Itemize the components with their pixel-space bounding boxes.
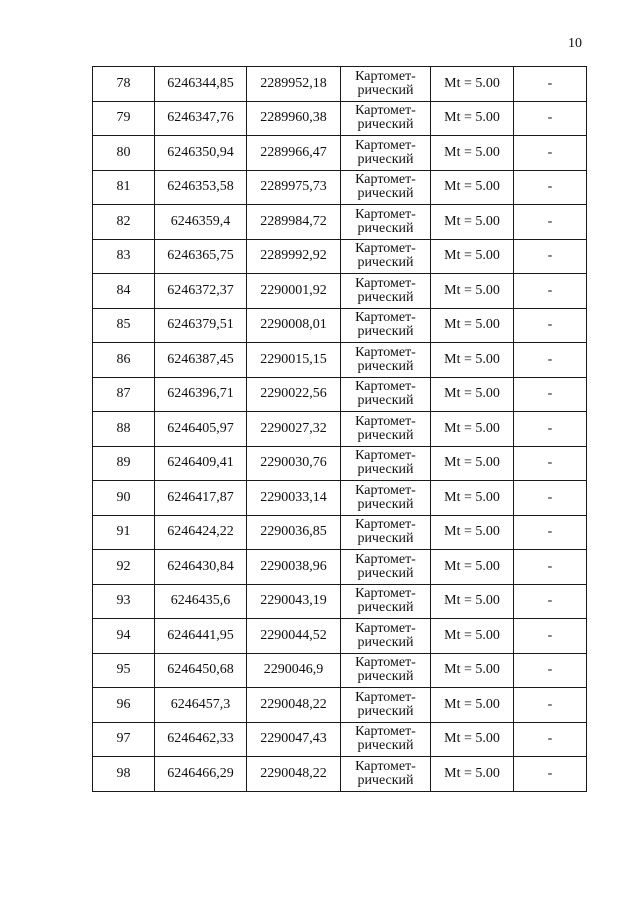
accuracy-cell: Mt = 5.00	[431, 343, 514, 378]
method-line-1: Картомет-	[355, 68, 416, 84]
x-coordinate-cell: 6246350,94	[155, 136, 247, 171]
accuracy-cell: Mt = 5.00	[431, 688, 514, 723]
point-number-cell: 94	[93, 619, 155, 654]
method-line-2: рический	[357, 600, 414, 616]
method-cell	[341, 550, 431, 585]
x-coordinate-cell: 6246409,41	[155, 446, 247, 481]
point-number-cell: 95	[93, 653, 155, 688]
method-line-1: Картомет-	[355, 344, 416, 360]
coordinates-table-body	[93, 67, 587, 792]
point-number-cell: 87	[93, 377, 155, 412]
method-cell	[341, 619, 431, 654]
method-cell	[341, 446, 431, 481]
method-line-2: рический	[357, 634, 414, 650]
table-row	[93, 343, 587, 378]
note-cell: -	[514, 688, 587, 723]
method-line-1: Картомет-	[355, 275, 416, 291]
accuracy-cell: Mt = 5.00	[431, 412, 514, 447]
note-cell: -	[514, 584, 587, 619]
method-cell	[341, 584, 431, 619]
table-row	[93, 239, 587, 274]
method-cell	[341, 722, 431, 757]
method-line-2: рический	[357, 151, 414, 167]
table-row	[93, 515, 587, 550]
accuracy-cell: Mt = 5.00	[431, 377, 514, 412]
note-cell: -	[514, 515, 587, 550]
point-number-cell: 92	[93, 550, 155, 585]
note-cell: -	[514, 653, 587, 688]
method-line-1: Картомет-	[355, 724, 416, 740]
y-coordinate-cell: 2289952,18	[247, 67, 341, 102]
method-cell	[341, 274, 431, 309]
method-line-1: Картомет-	[355, 413, 416, 429]
y-coordinate-cell: 2290027,32	[247, 412, 341, 447]
method-line-2: рический	[357, 703, 414, 719]
y-coordinate-cell: 2289984,72	[247, 205, 341, 240]
method-cell	[341, 308, 431, 343]
note-cell: -	[514, 343, 587, 378]
y-coordinate-cell: 2290046,9	[247, 653, 341, 688]
y-coordinate-cell: 2290038,96	[247, 550, 341, 585]
table-row	[93, 653, 587, 688]
y-coordinate-cell: 2290022,56	[247, 377, 341, 412]
method-cell	[341, 205, 431, 240]
accuracy-cell: Mt = 5.00	[431, 653, 514, 688]
method-line-2: рический	[357, 772, 414, 788]
method-line-2: рический	[357, 531, 414, 547]
x-coordinate-cell: 6246379,51	[155, 308, 247, 343]
method-line-1: Картомет-	[355, 551, 416, 567]
y-coordinate-cell: 2290033,14	[247, 481, 341, 516]
note-cell: -	[514, 550, 587, 585]
method-line-1: Картомет-	[355, 241, 416, 257]
point-number-cell: 78	[93, 67, 155, 102]
point-number-cell: 86	[93, 343, 155, 378]
method-cell	[341, 757, 431, 792]
y-coordinate-cell: 2290048,22	[247, 688, 341, 723]
method-line-2: рический	[357, 220, 414, 236]
y-coordinate-cell: 2290008,01	[247, 308, 341, 343]
method-line-2: рический	[357, 565, 414, 581]
x-coordinate-cell: 6246435,6	[155, 584, 247, 619]
y-coordinate-cell: 2290015,15	[247, 343, 341, 378]
table-row	[93, 619, 587, 654]
method-line-1: Картомет-	[355, 689, 416, 705]
method-cell	[341, 481, 431, 516]
point-number-cell: 91	[93, 515, 155, 550]
table-row	[93, 688, 587, 723]
table-row	[93, 274, 587, 309]
note-cell: -	[514, 239, 587, 274]
x-coordinate-cell: 6246466,29	[155, 757, 247, 792]
method-line-2: рический	[357, 358, 414, 374]
point-number-cell: 83	[93, 239, 155, 274]
method-line-1: Картомет-	[355, 379, 416, 395]
note-cell: -	[514, 412, 587, 447]
y-coordinate-cell: 2290048,22	[247, 757, 341, 792]
method-line-2: рический	[357, 738, 414, 754]
method-line-2: рический	[357, 393, 414, 409]
method-line-1: Картомет-	[355, 448, 416, 464]
method-line-1: Картомет-	[355, 620, 416, 636]
method-line-1: Картомет-	[355, 137, 416, 153]
point-number-cell: 89	[93, 446, 155, 481]
point-number-cell: 80	[93, 136, 155, 171]
note-cell: -	[514, 446, 587, 481]
point-number-cell: 88	[93, 412, 155, 447]
y-coordinate-cell: 2290044,52	[247, 619, 341, 654]
accuracy-cell: Mt = 5.00	[431, 136, 514, 171]
x-coordinate-cell: 6246387,45	[155, 343, 247, 378]
y-coordinate-cell: 2289992,92	[247, 239, 341, 274]
method-line-2: рический	[357, 462, 414, 478]
note-cell: -	[514, 274, 587, 309]
y-coordinate-cell: 2290043,19	[247, 584, 341, 619]
point-number-cell: 97	[93, 722, 155, 757]
x-coordinate-cell: 6246417,87	[155, 481, 247, 516]
accuracy-cell: Mt = 5.00	[431, 584, 514, 619]
table-row	[93, 757, 587, 792]
note-cell: -	[514, 170, 587, 205]
table-row	[93, 722, 587, 757]
y-coordinate-cell: 2290001,92	[247, 274, 341, 309]
method-cell	[341, 239, 431, 274]
table-row	[93, 481, 587, 516]
method-line-1: Картомет-	[355, 310, 416, 326]
table-row	[93, 446, 587, 481]
accuracy-cell: Mt = 5.00	[431, 722, 514, 757]
table-row	[93, 101, 587, 136]
accuracy-cell: Mt = 5.00	[431, 446, 514, 481]
method-line-2: рический	[357, 669, 414, 685]
y-coordinate-cell: 2290036,85	[247, 515, 341, 550]
x-coordinate-cell: 6246405,97	[155, 412, 247, 447]
point-number-cell: 98	[93, 757, 155, 792]
table-row	[93, 412, 587, 447]
table-row	[93, 550, 587, 585]
method-line-1: Картомет-	[355, 482, 416, 498]
accuracy-cell: Mt = 5.00	[431, 274, 514, 309]
x-coordinate-cell: 6246347,76	[155, 101, 247, 136]
method-cell	[341, 343, 431, 378]
method-cell	[341, 101, 431, 136]
x-coordinate-cell: 6246450,68	[155, 653, 247, 688]
method-cell	[341, 377, 431, 412]
x-coordinate-cell: 6246344,85	[155, 67, 247, 102]
accuracy-cell: Mt = 5.00	[431, 550, 514, 585]
method-line-2: рический	[357, 427, 414, 443]
x-coordinate-cell: 6246359,4	[155, 205, 247, 240]
method-line-1: Картомет-	[355, 103, 416, 119]
method-cell	[341, 412, 431, 447]
note-cell: -	[514, 757, 587, 792]
table-row	[93, 377, 587, 412]
method-line-1: Картомет-	[355, 172, 416, 188]
accuracy-cell: Mt = 5.00	[431, 170, 514, 205]
y-coordinate-cell: 2289966,47	[247, 136, 341, 171]
accuracy-cell: Mt = 5.00	[431, 67, 514, 102]
point-number-cell: 90	[93, 481, 155, 516]
method-cell	[341, 515, 431, 550]
x-coordinate-cell: 6246365,75	[155, 239, 247, 274]
accuracy-cell: Mt = 5.00	[431, 757, 514, 792]
note-cell: -	[514, 136, 587, 171]
point-number-cell: 79	[93, 101, 155, 136]
note-cell: -	[514, 67, 587, 102]
table-row	[93, 67, 587, 102]
accuracy-cell: Mt = 5.00	[431, 101, 514, 136]
page-number: 10	[568, 36, 582, 51]
y-coordinate-cell: 2290030,76	[247, 446, 341, 481]
x-coordinate-cell: 6246457,3	[155, 688, 247, 723]
x-coordinate-cell: 6246424,22	[155, 515, 247, 550]
accuracy-cell: Mt = 5.00	[431, 481, 514, 516]
method-line-2: рический	[357, 82, 414, 98]
note-cell: -	[514, 377, 587, 412]
method-line-2: рический	[357, 255, 414, 271]
y-coordinate-cell: 2289960,38	[247, 101, 341, 136]
note-cell: -	[514, 481, 587, 516]
note-cell: -	[514, 101, 587, 136]
method-cell	[341, 170, 431, 205]
table-row	[93, 136, 587, 171]
table-row	[93, 308, 587, 343]
accuracy-cell: Mt = 5.00	[431, 308, 514, 343]
note-cell: -	[514, 619, 587, 654]
point-number-cell: 82	[93, 205, 155, 240]
x-coordinate-cell: 6246462,33	[155, 722, 247, 757]
accuracy-cell: Mt = 5.00	[431, 205, 514, 240]
note-cell: -	[514, 722, 587, 757]
x-coordinate-cell: 6246396,71	[155, 377, 247, 412]
accuracy-cell: Mt = 5.00	[431, 619, 514, 654]
x-coordinate-cell: 6246430,84	[155, 550, 247, 585]
point-number-cell: 96	[93, 688, 155, 723]
x-coordinate-cell: 6246353,58	[155, 170, 247, 205]
method-cell	[341, 67, 431, 102]
note-cell: -	[514, 308, 587, 343]
accuracy-cell: Mt = 5.00	[431, 515, 514, 550]
x-coordinate-cell: 6246372,37	[155, 274, 247, 309]
method-cell	[341, 136, 431, 171]
accuracy-cell: Mt = 5.00	[431, 239, 514, 274]
x-coordinate-cell: 6246441,95	[155, 619, 247, 654]
method-cell	[341, 688, 431, 723]
method-line-1: Картомет-	[355, 758, 416, 774]
method-line-2: рический	[357, 186, 414, 202]
point-number-cell: 81	[93, 170, 155, 205]
y-coordinate-cell: 2289975,73	[247, 170, 341, 205]
method-line-1: Картомет-	[355, 517, 416, 533]
method-line-2: рический	[357, 289, 414, 305]
point-number-cell: 84	[93, 274, 155, 309]
y-coordinate-cell: 2290047,43	[247, 722, 341, 757]
point-number-cell: 93	[93, 584, 155, 619]
method-line-2: рический	[357, 117, 414, 133]
table-row	[93, 584, 587, 619]
coordinates-table	[92, 66, 587, 792]
method-cell	[341, 653, 431, 688]
method-line-1: Картомет-	[355, 586, 416, 602]
note-cell: -	[514, 205, 587, 240]
table-row	[93, 170, 587, 205]
point-number-cell: 85	[93, 308, 155, 343]
method-line-1: Картомет-	[355, 206, 416, 222]
method-line-1: Картомет-	[355, 655, 416, 671]
method-line-2: рический	[357, 324, 414, 340]
method-line-2: рический	[357, 496, 414, 512]
table-row	[93, 205, 587, 240]
